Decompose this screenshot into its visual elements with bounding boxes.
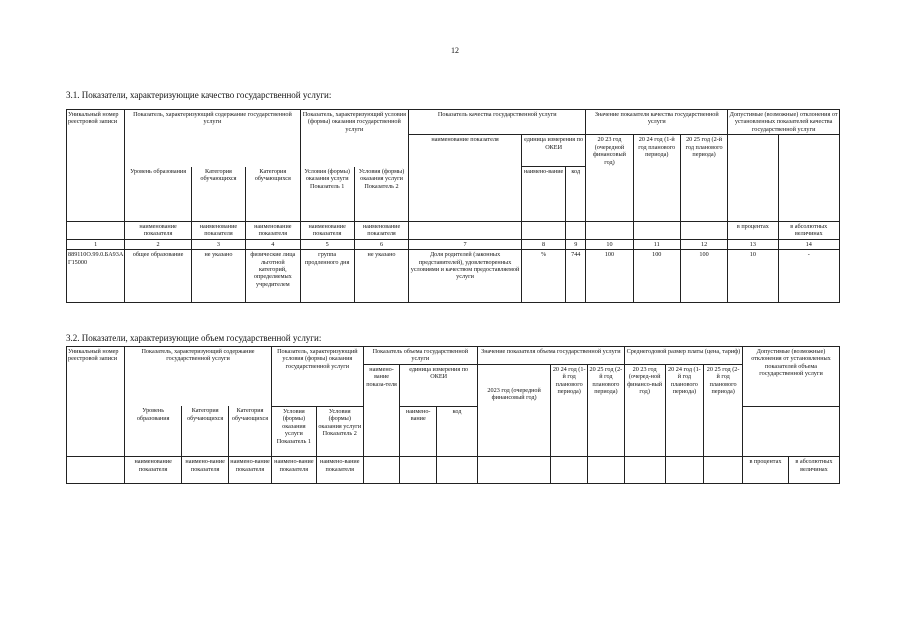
header-fee-year3: 20 25 год (2-й год планового периода) [704, 364, 743, 457]
column-number: 9 [566, 239, 586, 249]
category2-value: физические лица льготной категорий, определяемых учредителем [246, 250, 300, 303]
column-number: 10 [586, 239, 633, 249]
section-title-volume: 3.2. Показатели, характеризующие объем государственной услуги: [66, 333, 322, 343]
level-value: общее образование [125, 250, 191, 303]
volume-table [66, 346, 840, 484]
column-number: 5 [300, 239, 354, 249]
header-values: Значение показателя качества государственной услуги [586, 110, 728, 135]
header-value-year2: 20 24 год (1-й год планового периода) [551, 364, 588, 457]
year3-value: 100 [680, 250, 727, 303]
col-unit-code: код [566, 167, 586, 222]
col-condition2: Условия (формы) оказания услуги Показатель 2 [354, 167, 408, 222]
header-year1: 20 23 год (очередной финансовый год) [586, 135, 633, 222]
sub-name: наименование показателя [191, 221, 245, 239]
col-absolute: в абсолютных величинах [778, 221, 839, 239]
column-number: 4 [246, 239, 300, 249]
col-percent: в процентах [728, 221, 778, 239]
header-value-year3: 20 25 год (2-й год планового периода) [588, 364, 625, 457]
sub-name: наименование показателя [354, 221, 408, 239]
header-fee-year2: 20 24 год (1-й год планового периода) [665, 364, 704, 457]
sub-name: наименование показателя [125, 457, 182, 484]
col-unit-code: код [437, 406, 478, 457]
col-percent: в процентах [743, 457, 789, 484]
sub-name: наимено-вание показателя [316, 457, 363, 484]
sub-name: наимено-вание показателя [182, 457, 229, 484]
column-number: 2 [125, 239, 191, 249]
registry-number: 889110О.99.0.БА93АГ15000 [67, 250, 125, 303]
column-number: 14 [778, 239, 839, 249]
col-condition1: Условия (формы) оказания услуги Показатель 1 [300, 167, 354, 222]
table-row [67, 250, 840, 303]
header-values: Значение показателя объема государственной услуги [477, 347, 624, 365]
column-number: 7 [409, 239, 522, 249]
unit-value: % [521, 250, 565, 303]
header-quality: Показатель качества государственной услуги [409, 110, 586, 135]
col-category2: Категория обучающихся [229, 406, 272, 457]
col-condition1: Условия (формы) оказания услуги Показатель 1 [271, 406, 316, 457]
section-title-quality: 3.1. Показатели, характеризующие качество государственной услуги: [66, 90, 332, 100]
header-unit: единица измерения по ОКЕИ [400, 364, 478, 406]
header-unit: единица измерения по ОКЕИ [521, 135, 585, 167]
header-content: Показатель, характеризующий содержание государственной услуги [125, 110, 300, 135]
header-value-year1: 2023 год (очередной финансовый год) [477, 364, 550, 457]
column-number: 8 [521, 239, 565, 249]
quality-table [66, 109, 840, 303]
year2-value: 100 [633, 250, 680, 303]
col-unit-name: наимено-вание [400, 406, 437, 457]
header-deviation: Допустимые (возможные) отклонения от установленных показателей качества государственной услуги [729, 111, 838, 133]
year1-value: 100 [586, 250, 633, 303]
category1-value: не указано [191, 250, 245, 303]
column-numbers-row [67, 239, 840, 249]
header-deviation: Допустимые (возможные) отклонения от установленных показателей объема государственной услуги [743, 347, 840, 407]
col-condition2: Условия (формы) оказания услуги Показатель 2 [316, 406, 363, 457]
deviation-absolute-value: - [778, 250, 839, 303]
sub-name: наименование показателя [300, 221, 354, 239]
col-unit-name: наимено-вание [521, 167, 565, 222]
condition2-value: не указано [354, 250, 408, 303]
col-category1: Категория обучающихся [191, 167, 245, 222]
column-number: 1 [67, 239, 125, 249]
header-indicator-name: наименование показателя [409, 135, 522, 222]
deviation-percent-value: 10 [728, 250, 778, 303]
sub-name: наимено-вание показателя [271, 457, 316, 484]
indicator-value: Доля родителей (законных представителей), удовлетворенных условиями и качеством предоставляемой услуги [409, 250, 522, 303]
col-absolute: в абсолютных величинах [788, 457, 839, 484]
sub-name: наименование показателя [246, 221, 300, 239]
col-category1: Категория обучающихся [182, 406, 229, 457]
header-year3: 20 25 год (2-й год планового периода) [680, 135, 727, 222]
header-registry: Уникальный номер реестровой записи [67, 347, 125, 457]
column-number: 6 [354, 239, 408, 249]
column-number: 13 [728, 239, 778, 249]
column-number: 11 [633, 239, 680, 249]
column-number: 12 [680, 239, 727, 249]
header-content: Показатель, характеризующий содержание государственной услуги [125, 347, 272, 365]
page-number: 12 [451, 46, 459, 55]
column-number: 3 [191, 239, 245, 249]
col-category2: Категория обучающихся [246, 167, 300, 222]
header-volume: Показатель объема государственной услуги [363, 347, 477, 365]
condition1-value: группа продленного дня [300, 250, 354, 303]
header-conditions: Показатель, характеризующий условия (формы) оказания государственной услуги [300, 110, 409, 135]
sub-name: наименование показателя [125, 221, 191, 239]
header-fee: Среднегодовой размер платы (цена, тариф) [624, 347, 742, 365]
col-level: Уровень образования [125, 406, 182, 457]
header-fee-year1: 20 23 год (очеред-ной финансо-вый год) [624, 364, 665, 457]
header-indicator-name: наимено-вание показа-теля [363, 364, 400, 457]
header-registry: Уникальный номер реестровой записи [67, 110, 125, 222]
code-value: 744 [566, 250, 586, 303]
header-conditions: Показатель, характеризующий условия (формы) оказания государственной услуги [271, 347, 363, 407]
col-level: Уровень образования [125, 167, 191, 222]
sub-name: наимено-вание показателя [229, 457, 272, 484]
header-year2: 20 24 год (1-й год планового периода) [633, 135, 680, 222]
